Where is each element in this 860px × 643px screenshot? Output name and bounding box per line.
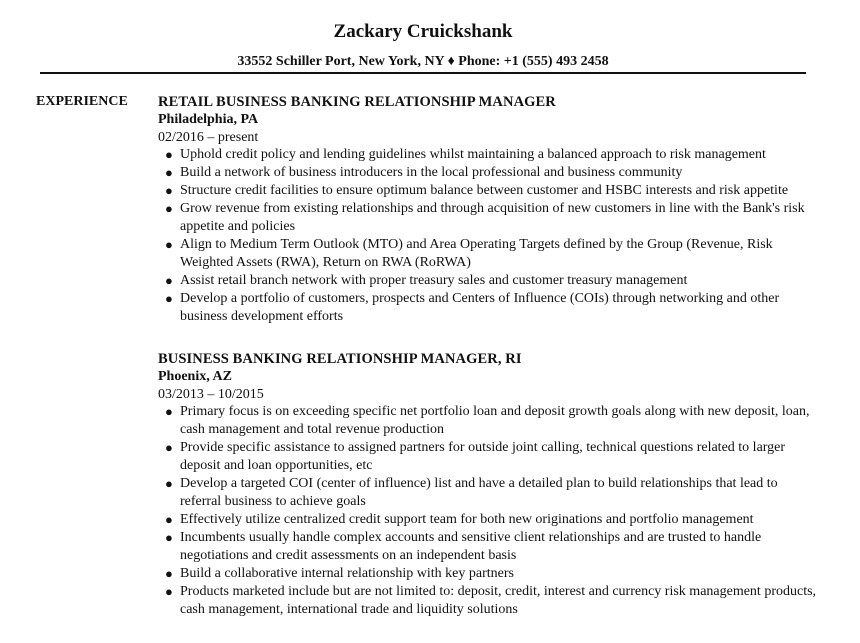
list-item bbox=[158, 272, 820, 290]
job-title: BUSINESS BANKING RELATIONSHIP MANAGER, RI bbox=[158, 351, 522, 367]
job-responsibilities bbox=[158, 146, 820, 326]
bullet-icon: ● bbox=[165, 512, 173, 527]
bullet-icon: ● bbox=[165, 273, 173, 288]
bullet-text: Develop a targeted COI (center of influence) list and have a detailed plan to build relationships that lead to referral business to achieve goals bbox=[180, 476, 778, 509]
bullet-icon: ● bbox=[165, 404, 173, 419]
bullet-text: Effectively utilize centralized credit support team for both new originations and portfolio management bbox=[180, 512, 754, 527]
job-responsibilities bbox=[158, 403, 820, 619]
list-item bbox=[158, 182, 820, 200]
list-item bbox=[158, 439, 820, 475]
bullet-icon: ● bbox=[165, 440, 173, 455]
bullet-icon: ● bbox=[165, 147, 173, 162]
bullet-icon: ● bbox=[165, 291, 173, 306]
job-entry bbox=[158, 350, 820, 619]
bullet-text: Products marketed include but are not limited to: deposit, credit, interest and currency risk management products, cash management, international trade and liquidity solutions bbox=[180, 584, 817, 617]
bullet-text: Assist retail branch network with proper treasury sales and customer treasury management bbox=[180, 273, 688, 288]
bullet-text: Provide specific assistance to assigned partners for outside joint calling, technical questions related to larger deposit and loan opportunities, etc bbox=[180, 440, 786, 473]
list-item bbox=[158, 475, 820, 511]
bullet-text: Primary focus is on exceeding specific net portfolio loan and deposit growth goals along with new deposit, loan, cash management and total revenue production bbox=[180, 404, 810, 437]
bullet-text: Grow revenue from existing relationships and through acquisition of new customers in line with the Bank's risk appetite and policies bbox=[180, 201, 805, 234]
bullet-icon: ● bbox=[165, 476, 173, 491]
bullet-text: Develop a portfolio of customers, prospects and Centers of Influence (COIs) through networking and other business development efforts bbox=[180, 291, 780, 324]
header-divider bbox=[40, 72, 806, 74]
list-item bbox=[158, 529, 820, 565]
experience-section bbox=[158, 93, 820, 643]
bullet-text: Build a collaborative internal relationship with key partners bbox=[180, 566, 514, 581]
bullet-text: Align to Medium Term Outlook (MTO) and Area Operating Targets defined by the Group (Revenue, Risk Weighted Assets (RWA), Return on RWA (RoRWA) bbox=[180, 237, 773, 270]
job-location: Phoenix, AZ bbox=[158, 369, 232, 384]
bullet-icon: ● bbox=[165, 201, 173, 216]
bullet-text: Incumbents usually handle complex accounts and sensitive client relationships and are trusted to handle negotiations and credit assessments on an independent basis bbox=[180, 530, 762, 563]
list-item bbox=[158, 164, 820, 182]
list-item bbox=[158, 511, 820, 529]
section-label-experience: EXPERIENCE bbox=[36, 94, 128, 109]
list-item bbox=[158, 565, 820, 583]
list-item bbox=[158, 403, 820, 439]
list-item bbox=[158, 236, 820, 272]
candidate-name: Zackary Cruickshank bbox=[333, 21, 513, 42]
job-entry bbox=[158, 93, 820, 326]
list-item bbox=[158, 146, 820, 164]
list-item bbox=[158, 200, 820, 236]
job-title: RETAIL BUSINESS BANKING RELATIONSHIP MANAGER bbox=[158, 94, 556, 110]
contact-line: 33552 Schiller Port, New York, NY ♦ Phone: +1 (555) 493 2458 bbox=[237, 54, 609, 69]
job-dates: 03/2013 – 10/2015 bbox=[158, 387, 264, 402]
job-dates: 02/2016 – present bbox=[158, 130, 259, 145]
bullet-text: Uphold credit policy and lending guidelines whilst maintaining a balanced approach to risk management bbox=[180, 147, 766, 162]
list-item bbox=[158, 583, 820, 619]
bullet-icon: ● bbox=[165, 584, 173, 599]
bullet-text: Build a network of business introducers in the local professional and business community bbox=[180, 165, 683, 180]
bullet-icon: ● bbox=[165, 183, 173, 198]
bullet-icon: ● bbox=[165, 165, 173, 180]
bullet-icon: ● bbox=[165, 566, 173, 581]
list-item bbox=[158, 290, 820, 326]
bullet-text: Structure credit facilities to ensure optimum balance between customer and HSBC interests and risk appetite bbox=[180, 183, 789, 198]
bullet-icon: ● bbox=[165, 530, 173, 545]
job-location: Philadelphia, PA bbox=[158, 112, 259, 127]
bullet-icon: ● bbox=[165, 237, 173, 252]
